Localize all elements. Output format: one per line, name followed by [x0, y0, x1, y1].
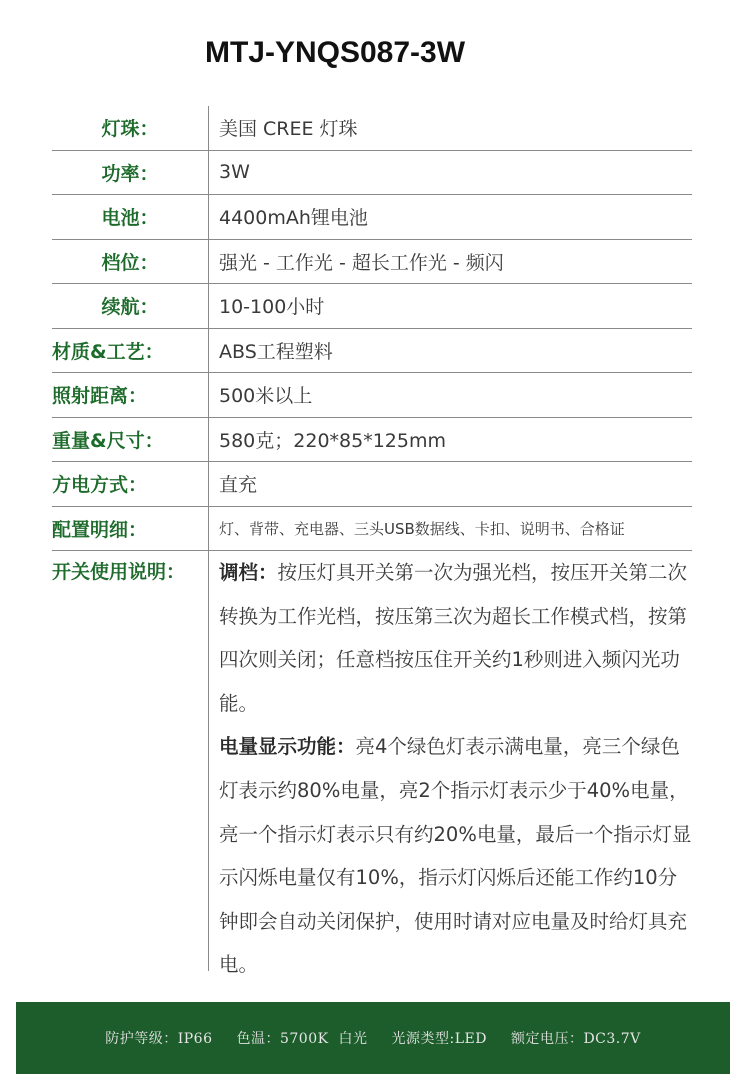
footer-light-source: 光源类型:LED	[391, 1031, 487, 1047]
spec-row-package	[52, 507, 692, 552]
spec-row-instructions	[52, 551, 692, 977]
spec-row-led	[52, 106, 692, 151]
instructions-label: 开关使用说明：	[52, 561, 186, 583]
spec-row-modes	[52, 240, 692, 285]
spec-value: 美国 CREE 灯珠	[208, 106, 692, 150]
spec-label: 续航：	[101, 296, 159, 319]
spec-row-power	[52, 151, 692, 196]
battery-title: 电量显示功能：	[219, 735, 356, 759]
spec-value: 直充	[208, 462, 692, 506]
footer-banner	[16, 1002, 730, 1074]
spec-row-battery	[52, 195, 692, 240]
spec-label: 方电方式：	[52, 474, 148, 497]
spec-row-runtime	[52, 284, 692, 329]
footer-protection: 防护等级：IP66	[105, 1031, 213, 1047]
spec-label: 重量&尺寸：	[52, 429, 164, 452]
battery-text: 亮4个绿色灯表示满电量，亮三个绿色灯表示约80%电量，亮2个指示灯表示少于40%电量，亮一个指示灯表示只有约20%电量，最后一个指示灯显示闪烁电量仅有10%，指示灯闪烁后还能工作约10分钟即会自动关闭保护，使用时请对应电量及时给灯具充电。	[219, 735, 692, 977]
spec-label: 灯珠：	[101, 118, 159, 141]
spec-value: 4400mAh锂电池	[208, 195, 692, 239]
spec-value: 10-100小时	[208, 284, 692, 328]
footer-color-temp: 色温：5700K 白光	[236, 1031, 368, 1047]
spec-row-range	[52, 373, 692, 418]
battery-paragraph	[219, 725, 692, 987]
footer-voltage: 额定电压：DC3.7V	[510, 1031, 641, 1047]
spec-label: 电池：	[101, 207, 159, 230]
spec-label: 档位：	[101, 251, 159, 274]
spec-value: 3W	[208, 151, 692, 195]
footer-specs	[93, 1028, 653, 1048]
mode-text: 按压灯具开关第一次为强光档，按压开关第二次转换为工作光档，按压第三次为超长工作模式档，按第四次则关闭；任意档按压住开关约1秒则进入频闪光功能。	[219, 561, 688, 715]
spec-value: 灯、背带、充电器、三头USB数据线、卡扣、说明书、合格证	[208, 507, 692, 551]
spec-value: 强光 - 工作光 - 超长工作光 - 频闪	[208, 240, 692, 284]
spec-label: 功率：	[101, 162, 159, 185]
mode-paragraph	[219, 551, 692, 725]
spec-row-weight-size	[52, 418, 692, 463]
spec-row-charging	[52, 462, 692, 507]
spec-table	[52, 106, 692, 977]
mode-title: 调档：	[219, 561, 278, 584]
spec-value: 580克；220*85*125mm	[208, 418, 692, 462]
page-title: MTJ-YNQS087-3W	[204, 36, 466, 69]
spec-label: 配置明细：	[52, 518, 148, 541]
spec-row-material	[52, 329, 692, 374]
spec-label: 照射距离：	[52, 385, 148, 408]
spec-value: 500米以上	[208, 373, 692, 417]
spec-value: ABS工程塑料	[208, 329, 692, 373]
spec-label: 材质&工艺：	[52, 340, 164, 363]
instructions-body	[208, 551, 692, 977]
